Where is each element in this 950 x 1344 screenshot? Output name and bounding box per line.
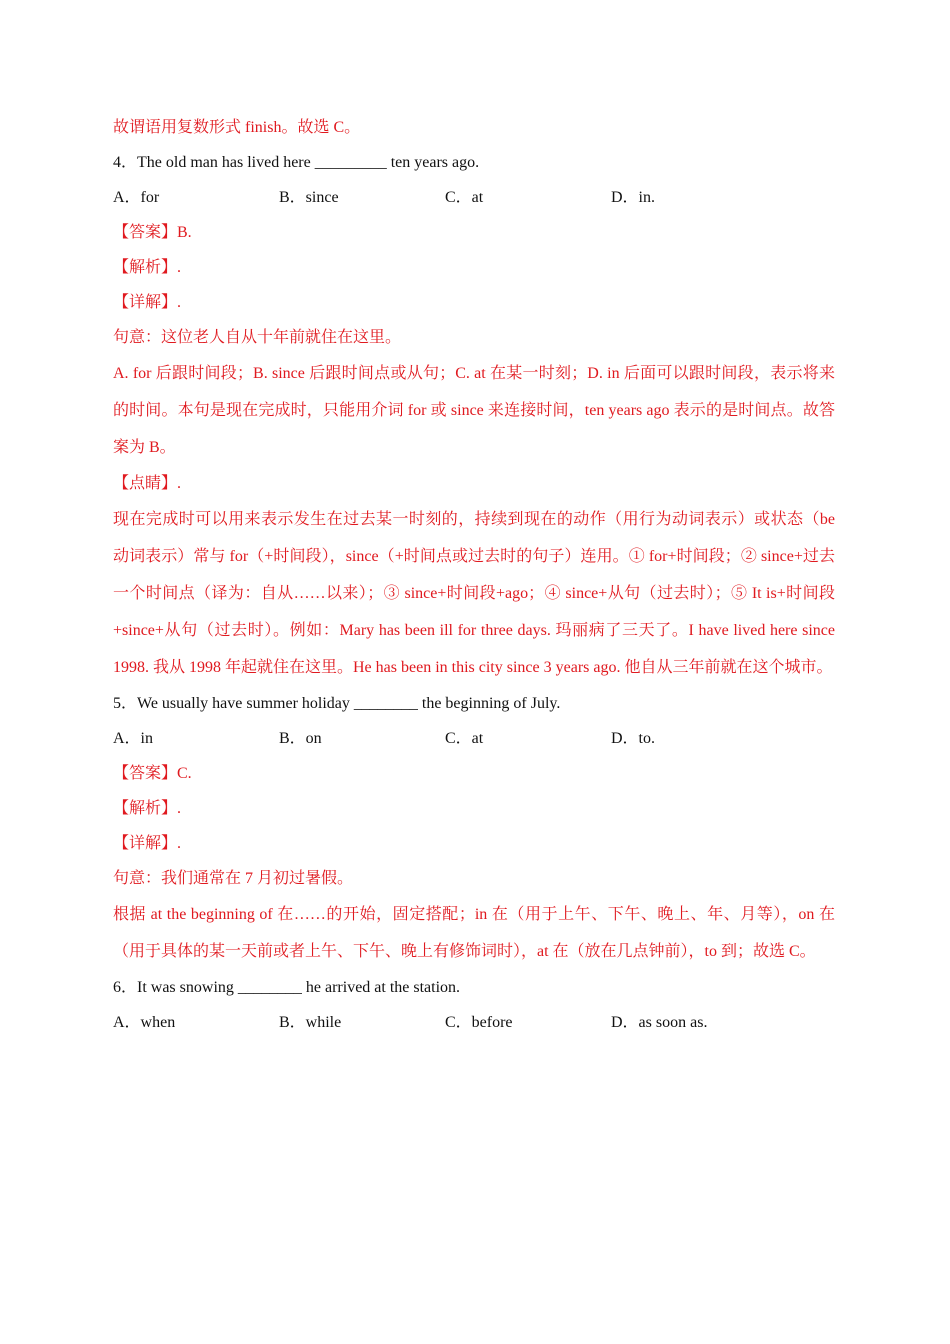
option-d: D．as soon as. bbox=[611, 1014, 708, 1031]
explanation-paragraph: 根据 at the beginning of 在……的开始，固定搭配；in 在（用于上午、下午、晚上、年、月等），on 在（用于具体的某一天前或者上午、下午、晚上有修饰词时），at 在（放在几点钟前），to 到；故选 C。 bbox=[113, 906, 835, 960]
answer-label: 【答案】B. bbox=[113, 224, 192, 241]
analysis-label: 【解析】. bbox=[113, 259, 182, 276]
detail-label: 【详解】. bbox=[113, 294, 182, 311]
previous-explanation-tail: 故谓语用复数形式 finish。故选 C。 bbox=[113, 119, 361, 136]
option-c: C．at bbox=[445, 189, 484, 206]
sentence-meaning: 句意：这位老人自从十年前就住在这里。 bbox=[113, 329, 402, 346]
option-d: D．in. bbox=[611, 189, 656, 206]
explanation-paragraph: A. for 后跟时间段；B. since 后跟时间点或从句；C. at 在某一时刻；D. in 后面可以跟时间段，表示将来的时间。本句是现在完成时，只能用介词 for 或 since 来连接时间，ten years ago 表示的是时间点。故答案为 B。 bbox=[113, 365, 835, 456]
detail-label: 【详解】. bbox=[113, 835, 182, 852]
option-a: A．in bbox=[113, 730, 154, 747]
option-d: D．to. bbox=[611, 730, 656, 747]
question-4-options bbox=[113, 180, 835, 215]
answer-label: 【答案】C. bbox=[113, 765, 192, 782]
option-b: B．on bbox=[279, 730, 322, 747]
question-5: 5．We usually have summer holiday ________ the beginning of July. bbox=[113, 695, 561, 712]
option-c: C．at bbox=[445, 730, 484, 747]
tip-paragraph: 现在完成时可以用来表示发生在过去某一时刻的，持续到现在的动作（用行为动词表示）或状态（be 动词表示）常与 for（+时间段），since（+时间点或过去时的句子）连用。① for+时间段；② since+过去一个时间点（译为：自从……以来）；③ since+时间段+ago；④ since+从句（过去时）；⑤ It is+时间段+since+从句（过去时）。例如：Mary has been ill for three days. 玛丽病了三天了。I have lived here since 1998. 我从 1998 年起就住在这里。He has been in this city since 3 years ago. 他自从三年前就在这个城市。 bbox=[113, 511, 835, 676]
option-b: B．while bbox=[279, 1014, 342, 1031]
document-page bbox=[113, 110, 835, 1040]
sentence-meaning: 句意：我们通常在 7 月初过暑假。 bbox=[113, 870, 354, 887]
tip-label: 【点睛】. bbox=[113, 475, 182, 492]
question-6: 6．It was snowing ________ he arrived at the station. bbox=[113, 979, 461, 996]
option-a: A．when bbox=[113, 1014, 176, 1031]
option-c: C．before bbox=[445, 1014, 513, 1031]
option-a: A．for bbox=[113, 189, 160, 206]
analysis-label: 【解析】. bbox=[113, 800, 182, 817]
option-b: B．since bbox=[279, 189, 339, 206]
question-6-options bbox=[113, 1005, 835, 1040]
question-4: 4．The old man has lived here _________ ten years ago. bbox=[113, 154, 480, 171]
question-5-options bbox=[113, 721, 835, 756]
